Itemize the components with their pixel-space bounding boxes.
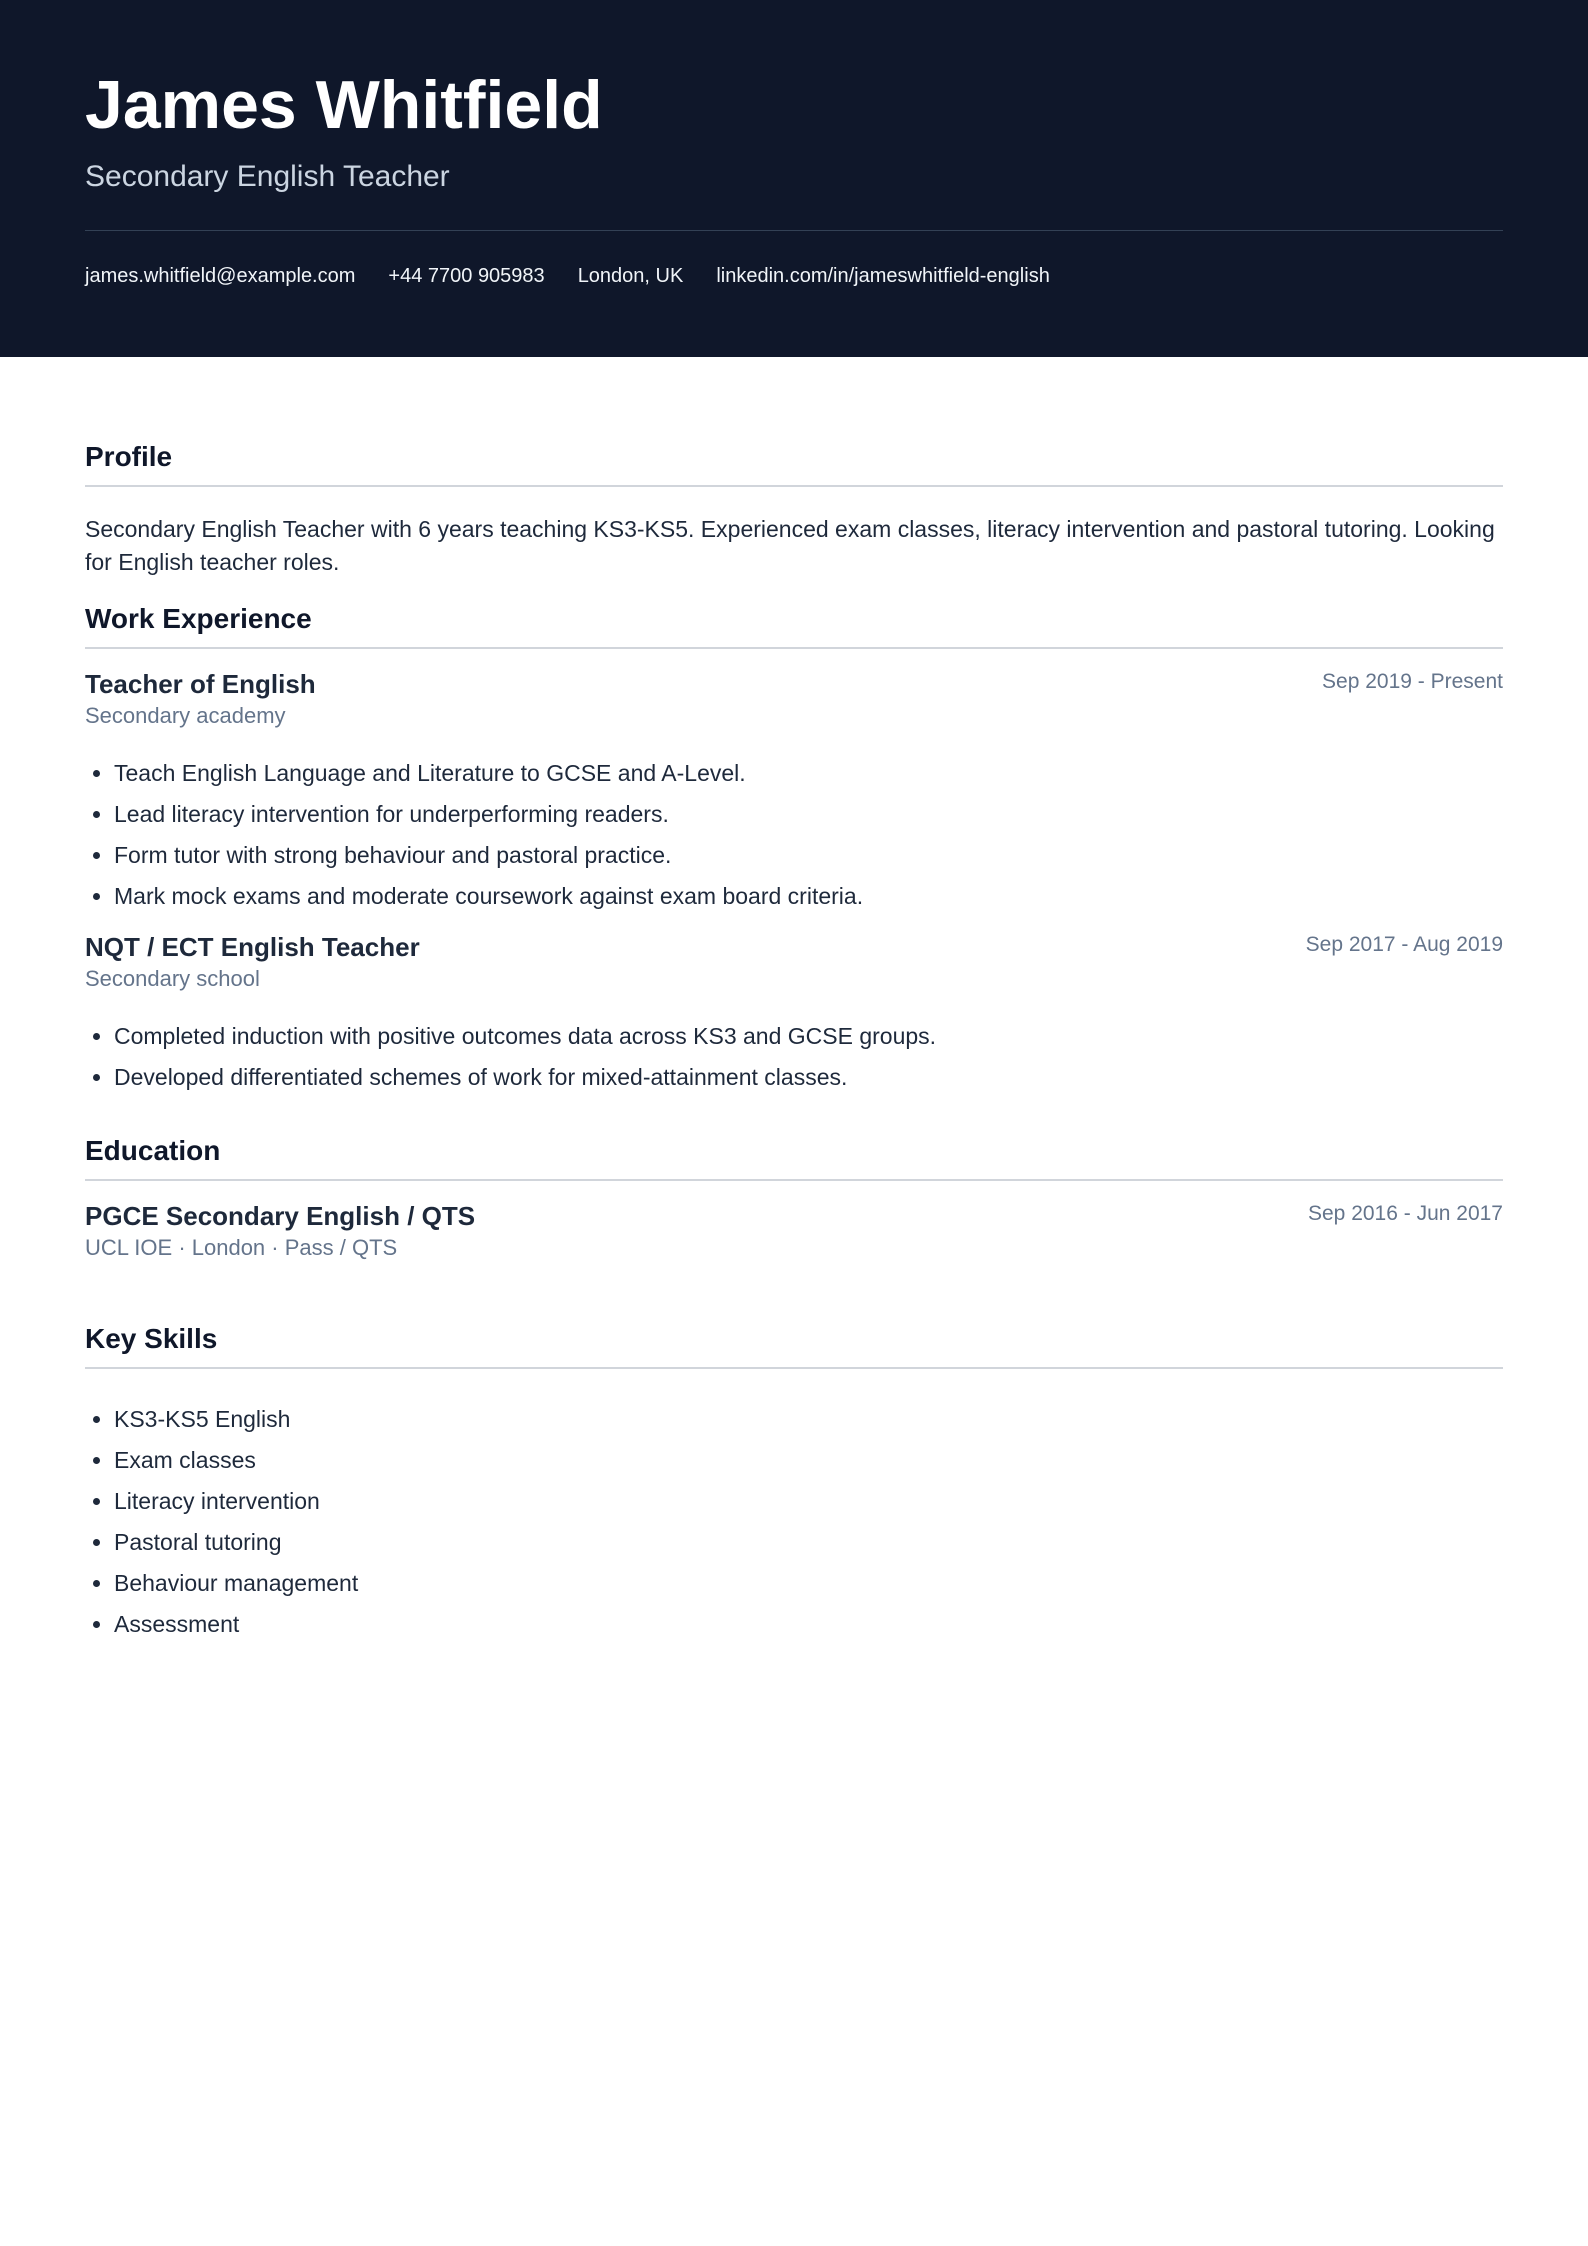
job-bullet: • Form tutor with strong behaviour and pastoral practice. [114, 835, 1503, 876]
skills-heading: Key Skills [85, 1321, 1503, 1369]
profile-section [85, 439, 1503, 579]
education-section [85, 1133, 1503, 1263]
job-bullets [85, 1016, 1503, 1098]
skill-item: • Assessment [114, 1604, 1503, 1645]
skill-item: • Exam classes [114, 1440, 1503, 1481]
resume-header [0, 0, 1588, 357]
job-entry [85, 667, 1503, 917]
contact-email[interactable]: james.whitfield@example.com [85, 265, 356, 287]
profile-heading: Profile [85, 439, 1503, 487]
skills-section [85, 1321, 1503, 1645]
education-degree: PGCE Secondary English / QTS [85, 1201, 476, 1231]
job-dates: Sep 2019 - Present [1322, 670, 1503, 693]
candidate-name: James Whitfield [85, 67, 603, 143]
education-details: UCL IOE · London · Pass / QTS [85, 1235, 398, 1260]
job-title: NQT / ECT English Teacher [85, 932, 420, 962]
education-dates: Sep 2016 - Jun 2017 [1308, 1202, 1503, 1225]
contact-linkedin[interactable]: linkedin.com/in/jameswhitfield-english [716, 265, 1050, 287]
skill-item: • KS3-KS5 English [114, 1399, 1503, 1440]
profile-summary: Secondary English Teacher with 6 years teaching KS3-KS5. Experienced exam classes, literacy intervention and pastoral tutoring. Looking for English teacher roles. [85, 516, 1495, 575]
job-header [85, 667, 1503, 701]
experience-heading: Work Experience [85, 601, 1503, 649]
skill-item: • Literacy intervention [114, 1481, 1503, 1522]
skills-list [85, 1399, 1503, 1645]
job-bullet: • Completed induction with positive outcomes data across KS3 and GCSE groups. [114, 1016, 1503, 1057]
candidate-headline: Secondary English Teacher [85, 160, 450, 193]
job-bullet: • Developed differentiated schemes of work for mixed-attainment classes. [114, 1057, 1503, 1098]
contact-location: London, UK [577, 265, 684, 287]
education-heading: Education [85, 1133, 1503, 1181]
education-header [85, 1199, 1503, 1233]
skill-item: • Pastoral tutoring [114, 1522, 1503, 1563]
contact-phone[interactable]: +44 7700 905983 [388, 265, 545, 287]
job-bullet: • Mark mock exams and moderate coursework against exam board criteria. [114, 876, 1503, 917]
job-entry [85, 930, 1503, 1098]
job-organisation: Secondary school [85, 966, 260, 991]
job-bullets [85, 753, 1503, 917]
resume-body [0, 439, 1588, 1645]
job-bullet: • Teach English Language and Literature to GCSE and A-Level. [114, 753, 1503, 794]
contact-bar [85, 263, 1503, 289]
experience-section [85, 601, 1503, 1098]
skill-item: • Behaviour management [114, 1563, 1503, 1604]
job-title: Teacher of English [85, 669, 316, 699]
header-divider [85, 230, 1503, 231]
job-bullet: • Lead literacy intervention for underperforming readers. [114, 794, 1503, 835]
job-organisation: Secondary academy [85, 703, 286, 728]
job-header [85, 930, 1503, 964]
job-dates: Sep 2017 - Aug 2019 [1305, 933, 1503, 956]
education-entry [85, 1199, 1503, 1263]
